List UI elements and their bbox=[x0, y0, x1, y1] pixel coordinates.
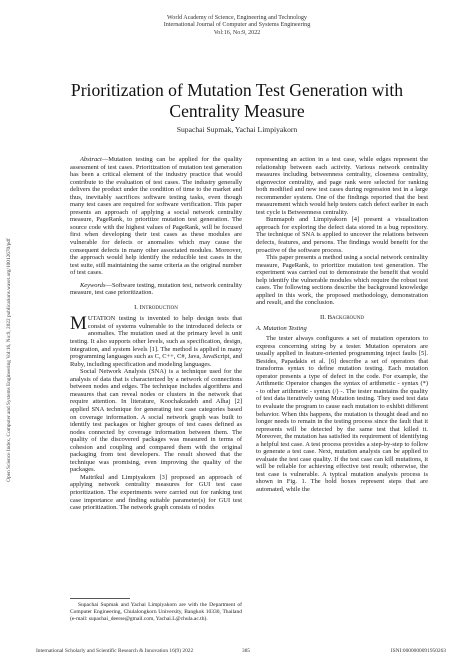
section-heading-introduction: I. Introduction bbox=[134, 303, 178, 311]
intro-paragraph bbox=[70, 315, 242, 368]
journal-header-line: Vol:16, No:9, 2022 bbox=[213, 29, 261, 36]
subsection-heading-mutation-testing: A. Mutation Testing bbox=[256, 325, 307, 333]
keywords-text: Software testing, mutation test, network centrality measure, test case prioritization. bbox=[70, 281, 242, 297]
sidebar-watermark bbox=[6, 200, 14, 520]
abstract bbox=[70, 156, 242, 277]
journal-header-line: International Journal of Computer and Systems Engineering bbox=[163, 22, 311, 29]
abstract-dash: — bbox=[101, 156, 109, 163]
left-column bbox=[70, 156, 242, 512]
body-paragraph: This paper presents a method using a social network centrality measure, PageRank, to prioritize mutation test generation. The experiment was carried out to demonstrate the benefit that would help identify the vulnerable modules which require the robust test cases. The following sections describe the background knowledge applied in this work, the proposed methodology, demonstration and result, and the conclusion. bbox=[256, 254, 428, 307]
footnote-divider bbox=[70, 598, 130, 599]
journal-header bbox=[0, 15, 474, 37]
right-column bbox=[256, 156, 428, 494]
journal-header-line: World Academy of Science, Engineering and Technology bbox=[167, 15, 307, 21]
footer-journal: International Scholarly and Scientific Research & Innovation 16(9) 2022 bbox=[36, 648, 194, 654]
abstract-lead: Abstract bbox=[80, 156, 102, 163]
keywords-lead: Keywords bbox=[80, 281, 106, 289]
paper-authors: Supachai Supmak, Yachai Limpiyakorn bbox=[176, 125, 298, 134]
abstract-text: Mutation testing can be applied for the quality assessment of test cases. Prioritization of mutation test generation has been a critical element of the industry practice that would contribute to the evaluation of test cases. The industry generally delivers the product under the condition of time to the market and thus, inevitably sacrifices software testing tasks, even though many test cases are required for software verification. This paper presents an approach of applying a social network centrality measure, PageRank, to prioritize mutation test generation. The source code with the highest values of PageRank, will be focused first when developing their test cases as these modules are vulnerable for defects or anomalies which may cause the consequent defects in many other associated modules. Moreover, the approach would help identify the reducible test cases in the test suite, still maintaining the same criteria as the original number of test cases. bbox=[70, 156, 242, 277]
keywords-dash: — bbox=[105, 281, 112, 289]
body-paragraph: Bunmapob and Limpiyakorn [4] present a visualization approach for exploring the defect data stored in a bug repository. The technique of SNA is applied to uncover the relations between defects, features, and persons. The findings would benefit for the proactive of the software process. bbox=[256, 216, 428, 254]
intro-paragraph: Maitrikul and Limpiyakorn [3] proposed an approach of applying network centrality measures for GUI test case prioritization. The experiments were carried out for ranking test case importance and finding suitable parameter(s) for GUI test case prioritization. The network graph consists of nodes bbox=[70, 473, 242, 512]
section-heading-background: II. Background bbox=[319, 313, 365, 321]
keywords bbox=[70, 282, 242, 297]
author-footnote: Supachai Supmak and Yachai Limpiyakorn are with the Department of Computer Engineering, Chulalongkorn University, Bangkok 10330, Thailand (e-mail: supachai_deerse@gmail.com, Yachai.L@chula.ac.th). bbox=[70, 602, 242, 622]
body-paragraph: representing an action in a test case, while edges represent the relationship between each activity. Various network centrality measures including betweenness centrality, closeness centrality, eigenvector centrality, and page rank were selected for ranking both modified and new test cases during regression test in a large recommender system. One of the findings reported that the best measurement which would help testers catch defect earlier in each test cycle is Betweenness centrality. bbox=[256, 156, 428, 216]
body-paragraph: The tester always configures a set of mutation operators to express concerning string by a tester. Mutation operators are usually applied in feature-oriented programming inject faults [5]. Besides, Papadakis et al. [6] describe a set of operators that transforms syntax to define mutation testing. Each mutation operator presents a type of defect in the code. For example, the Arithmetic Operator changes the syntax of arithmetic - syntax (*) - to other arithmetic - syntax (/) -. The tester maintains the quality of test data iteratively using Mutation testing. They used test data to evaluate the program to cause each mutation to exhibit different behavior. When this happens, the mutation is thought dead and no longer needs to remain in the testing process since the fault that it represents will be detected by the same test that killed it. Moreover, the mutation has satisfied its requirement of identifying a helpful test case. A test process provides a step-by-step to follow to generate a test case. Next, mutation analysis can be applied to evaluate the test case quality. If the test case can kill mutations, it will be reliable for achieving effective test result; otherwise, the test case is vulnerable. A typical mutation analysis process is shown in Fig. 1. The bold boxes represent steps that are automated, while the bbox=[256, 335, 428, 493]
footer-isni: ISNI:0000000091950263 bbox=[390, 648, 446, 654]
intro-paragraph: Social Network Analysis (SNA) is a technique used for the analysis of data that is characterized by a network of connections between nodes and edges. The technique includes algorithms and measures that can reveal nodes or clusters in the network that require attention. In literature, Koochakzadeh and Alhaj [2] applied SNA technique for generating test case categories based on coverage information. A social network graph was built to identify test packages or higher groups of test cases defined as nodes connected by coverage information between them. The quality of the discovered packages was measured in terms of cohesion and coupling and compared them with the original packaging from test developers. The result showed that the technique was promising, even improving the quality of the packages. bbox=[70, 368, 242, 474]
paper-title: Prioritization of Mutation Test Generation with Centrality Measure bbox=[70, 80, 404, 121]
sidebar-text: Open Science Index, Computer and Systems Engineering Vol:16, No:9, 2022 publications.waset.org/10012670/pdf bbox=[6, 238, 12, 482]
dropcap-letter: M bbox=[70, 313, 87, 335]
intro-paragraph-text: UTATION testing is invented to help design tests that consist of systems vulnerable to the introduced defects or anomalies. The mutation used at the primary level is unit testing. It also supports other levels, such as specification, design, integration, and system levels [1]. The method is applied in many programming languages such as C, C++, C#, Java, JavaScript, and Ruby, including specification and modeling languages. bbox=[70, 315, 242, 368]
footer-page-number: 385 bbox=[242, 648, 251, 654]
